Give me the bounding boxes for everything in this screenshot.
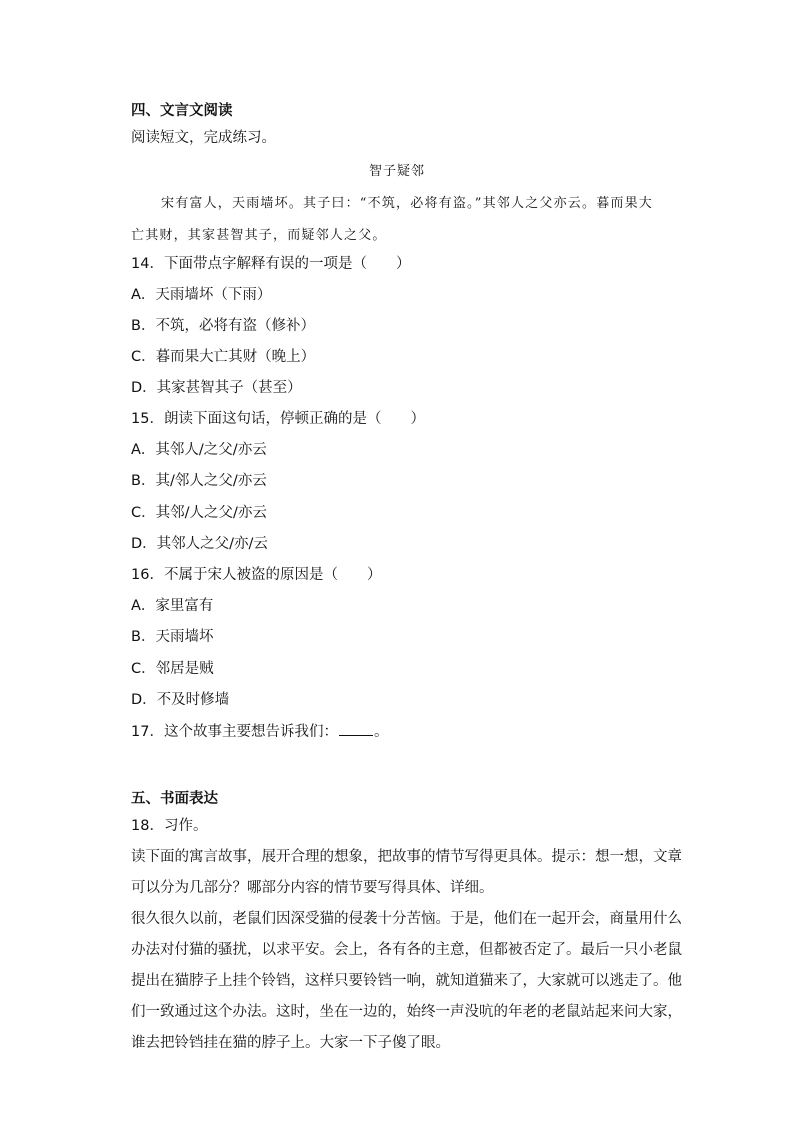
writing-prompt-line-2: 可以分为几部分？哪部分内容的情节要写得具体、详细。 [131,880,494,896]
question-16-option-b: B．天雨墙坏 [131,629,214,645]
passage-text-line-1: 宋有富人，天雨墙坏。其子曰：“不筑，必将有盗。”其邻人之父亦云。暮而果大 [161,196,653,211]
question-16-option-a: A．家里富有 [131,598,214,614]
question-16-option-d: D．不及时修墙 [131,692,230,708]
question-14-option-b: B．不筑，必将有盗（修补） [131,318,315,334]
section-heading-classical-reading: 四、文言文阅读 [131,103,233,119]
reading-instruction: 阅读短文，完成练习。 [131,130,276,146]
passage-text-line-2: 亡其财，其家甚智其子，而疑邻人之父。 [131,228,387,243]
question-15-option-a: A．其邻人/之父/亦云 [131,442,267,458]
fable-text-line-4: 们一致通过这个办法。这时，坐在一边的，始终一声没吭的年老的老鼠站起来问大家， [131,1004,682,1020]
question-14-stem: 14．下面带点字解释有误的一项是（ ） [131,256,411,272]
fable-text-line-2: 办法对付猫的骚扰，以求平安。会上，各有各的主意，但都被否定了。最后一只小老鼠 [131,942,682,958]
fable-text-line-5: 谁去把铃铛挂在猫的脖子上。大家一下子傻了眼。 [131,1035,450,1051]
question-15-option-c: C．其邻/人之父/亦云 [131,505,267,521]
answer-blank[interactable] [339,721,373,736]
passage-title: 智子疑邻 [368,164,425,179]
section-heading-writing: 五、书面表达 [131,791,218,807]
question-16-option-c: C．邻居是贼 [131,661,214,677]
question-14-option-a: A．天雨墙坏（下雨） [131,287,272,303]
writing-prompt-line-1: 读下面的寓言故事，展开合理的想象，把故事的情节写得更具体。提示：想一想，文章 [131,849,682,865]
fable-text-line-1: 很久很久以前，老鼠们因深受猫的侵袭十分苦恼。于是，他们在一起开会，商量用什么 [131,911,682,927]
question-15-stem: 15．朗读下面这句话，停顿正确的是（ ） [131,411,425,427]
question-17 [131,721,388,742]
question-16-stem: 16．不属于宋人被盗的原因是（ ） [131,567,382,583]
fable-text-line-3: 提出在猫脖子上挂个铃铛，这样只要铃铛一响，就知道猫来了，大家就可以逃走了。他 [131,973,682,989]
question-17-stem: 17．这个故事主要想告诉我们： [131,724,338,740]
question-15-option-b: B．其/邻人之父/亦云 [131,473,267,489]
question-17-end: 。 [373,724,389,740]
question-14-option-c: C．暮而果大亡其财（晚上） [131,349,316,365]
question-15-option-d: D．其邻人之父/亦/云 [131,536,268,552]
question-18-label: 18．习作。 [131,818,208,834]
question-14-option-d: D．其家甚智其子（甚至） [131,380,302,396]
